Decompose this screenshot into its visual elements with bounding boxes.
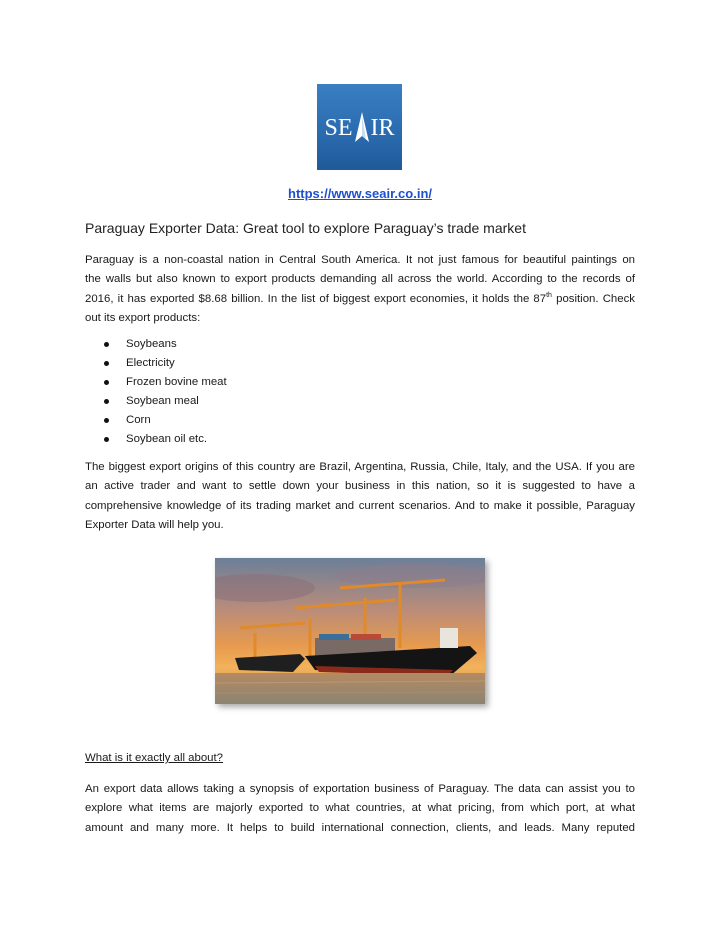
about-line: An export data allows taking a synopsis of exportation business of Paraguay. The data can assist you to (85, 783, 635, 795)
origins-line: Exporter Data will help you. (85, 518, 224, 531)
origins-paragraph (85, 458, 635, 535)
intro-line (85, 290, 635, 309)
export-products-list (104, 335, 227, 449)
about-line: amount and many more. It helps to build international connection, clients, and leads. Many reputed (85, 821, 635, 834)
seair-logo (317, 84, 402, 170)
list-item: Electricity (104, 354, 227, 373)
ordinal-suffix: th (546, 291, 552, 299)
intro-line: out its export products: (85, 311, 201, 324)
website-link[interactable]: https://www.seair.co.in/ (288, 186, 432, 201)
logo-sail-icon (354, 112, 370, 142)
logo-text-left: SE (324, 115, 353, 141)
origins-line: an active trader and want to settle down your business in this nation, so it is suggested to have a (85, 480, 635, 493)
about-paragraph (85, 780, 635, 838)
list-item: Soybean oil etc. (104, 430, 227, 449)
origins-line: comprehensive knowledge of its trading market and current scenarios. And to make it possible, Paraguay (85, 499, 635, 512)
intro-text: position. Check (551, 292, 635, 305)
section-subheading: What is it exactly all about? (85, 752, 224, 764)
intro-line: the walls but also known to export products demanding all across the world. According to the records of (85, 273, 635, 286)
list-item: Corn (104, 411, 227, 430)
logo-text-right: IR (370, 115, 395, 141)
list-item: Frozen bovine meat (104, 373, 227, 392)
list-item: Soybeans (104, 335, 227, 354)
intro-line: Paraguay is a non-coastal nation in Central South America. It not just famous for beautiful paintings on (85, 254, 635, 266)
about-line: explore what items are majorly exported to what countries, at what pricing, from which port, at what (85, 802, 635, 815)
intro-paragraph (85, 251, 635, 328)
cargo-ship-photo (215, 558, 485, 704)
list-item: Soybean meal (104, 392, 227, 411)
origins-line: The biggest export origins of this country are Brazil, Argentina, Russia, Chile, Italy, and the USA. If you are (85, 461, 635, 473)
intro-text: 2016, it has exported $8.68 billion. In the list of biggest export economies, it holds the 87 (85, 292, 547, 305)
article-title: Paraguay Exporter Data: Great tool to explore Paraguay’s trade market (85, 220, 526, 236)
